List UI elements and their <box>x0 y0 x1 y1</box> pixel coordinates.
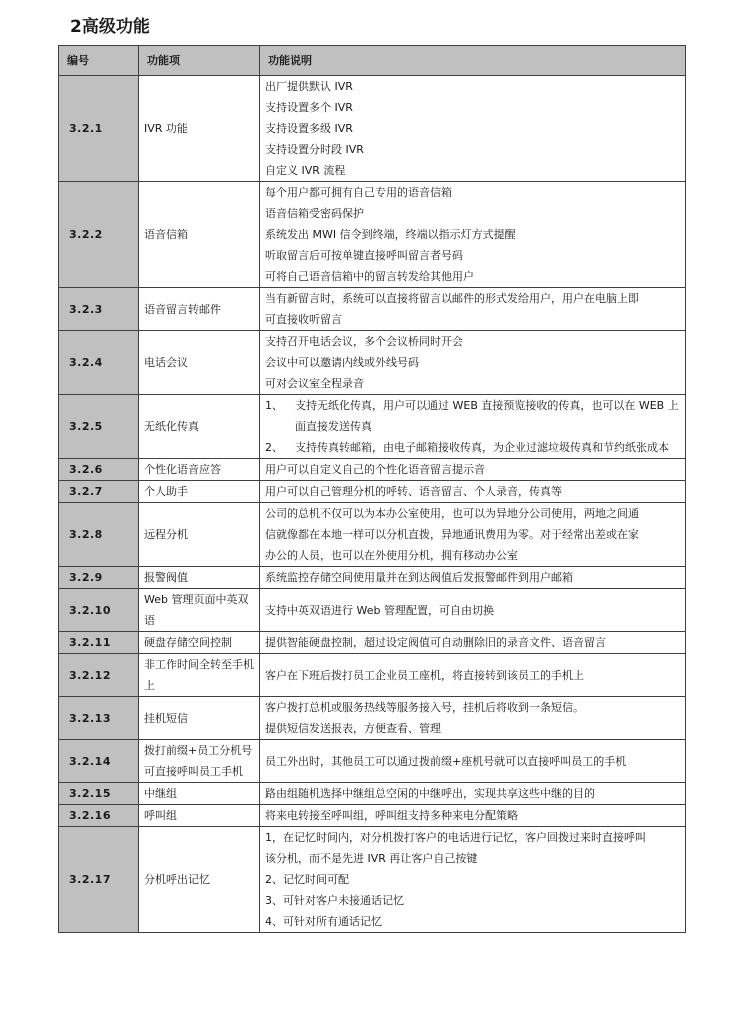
description-line: 支持设置多个 IVR <box>265 101 353 114</box>
feature-description <box>260 827 686 933</box>
feature-name: 分机呼出记忆 <box>139 827 260 933</box>
description-line: 可直接收听留言 <box>265 313 342 326</box>
description-line: 3、可针对客户未接通话记忆 <box>265 894 404 907</box>
table-row <box>59 783 686 805</box>
table-row <box>59 76 686 182</box>
description-line: 信就像都在本地一样可以分机直拨，异地通讯费用为零。对于经常出差或在家 <box>265 528 639 541</box>
feature-number: 3.2.16 <box>59 805 139 827</box>
table-header-row <box>59 46 686 76</box>
feature-name: 挂机短信 <box>139 697 260 740</box>
feature-number: 3.2.8 <box>59 503 139 567</box>
feature-description <box>260 459 686 481</box>
feature-name: 个性化语音应答 <box>139 459 260 481</box>
feature-name: IVR 功能 <box>139 76 260 182</box>
feature-description <box>260 783 686 805</box>
description-line: 每个用户都可拥有自己专用的语音信箱 <box>265 186 452 199</box>
description-line: 支持召开电话会议，多个会议桥同时开会 <box>265 335 463 348</box>
feature-description <box>260 481 686 503</box>
table-row <box>59 740 686 783</box>
description-line: 提供智能硬盘控制，超过设定阀值可自动删除旧的录音文件、语音留言 <box>265 636 606 649</box>
feature-name: 语音留言转邮件 <box>139 288 260 331</box>
feature-name: 中继组 <box>139 783 260 805</box>
header-feature: 功能项 <box>139 46 260 76</box>
feature-number: 3.2.2 <box>59 182 139 288</box>
list-item-number: 1、 <box>265 399 283 412</box>
list-item-text: 支持传真转邮箱，由电子邮箱接收传真，为企业过滤垃圾传真和节约纸张成本 <box>295 441 669 454</box>
list-item-text: 支持无纸化传真，用户可以通过 WEB 直接预览接收的传真，也可以在 WEB 上面直接发送传真 <box>295 399 679 433</box>
table-row <box>59 697 686 740</box>
feature-name: 语音信箱 <box>139 182 260 288</box>
feature-name: 远程分机 <box>139 503 260 567</box>
description-line: 系统发出 MWI 信令到终端，终端以指示灯方式提醒 <box>265 228 516 241</box>
description-list-item <box>265 395 683 437</box>
table-row <box>59 654 686 697</box>
document-title: 2高级功能 <box>70 17 150 37</box>
description-line: 自定义 IVR 流程 <box>265 164 346 177</box>
description-line: 用户可以自己管理分机的呼转、语音留言、个人录音，传真等 <box>265 485 562 498</box>
description-line: 会议中可以邀请内线或外线号码 <box>265 356 419 369</box>
feature-number: 3.2.10 <box>59 589 139 632</box>
description-line: 提供短信发送报表，方便查看、管理 <box>265 722 441 735</box>
table-row <box>59 182 686 288</box>
feature-number: 3.2.11 <box>59 632 139 654</box>
description-line: 系统监控存储空间使用量并在到达阀值后发报警邮件到用户邮箱 <box>265 571 573 584</box>
feature-number: 3.2.1 <box>59 76 139 182</box>
feature-number: 3.2.4 <box>59 331 139 395</box>
table-row <box>59 589 686 632</box>
description-line: 当有新留言时，系统可以直接将留言以邮件的形式发给用户，用户在电脑上即 <box>265 292 639 305</box>
table-row <box>59 503 686 567</box>
feature-name: 非工作时间全转至手机上 <box>139 654 260 697</box>
table-row <box>59 459 686 481</box>
feature-number: 3.2.6 <box>59 459 139 481</box>
table-row <box>59 481 686 503</box>
table-row <box>59 827 686 933</box>
list-item-number: 2、 <box>265 441 283 454</box>
description-line: 出厂提供默认 IVR <box>265 80 353 93</box>
table-row <box>59 288 686 331</box>
description-line: 支持设置多级 IVR <box>265 122 353 135</box>
description-line: 可将自己语音信箱中的留言转发给其他用户 <box>265 270 474 283</box>
feature-description <box>260 654 686 697</box>
description-line: 路由组随机选择中继组总空闲的中继呼出，实现共享这些中继的目的 <box>265 787 595 800</box>
feature-number: 3.2.17 <box>59 827 139 933</box>
feature-description <box>260 503 686 567</box>
feature-number: 3.2.15 <box>59 783 139 805</box>
feature-number: 3.2.12 <box>59 654 139 697</box>
description-line: 支持中英双语进行 Web 管理配置，可自由切换 <box>265 603 494 617</box>
feature-number: 3.2.3 <box>59 288 139 331</box>
feature-description <box>260 395 686 459</box>
feature-description <box>260 331 686 395</box>
table-row <box>59 567 686 589</box>
description-line: 办公的人员，也可以在外使用分机，拥有移动办公室 <box>265 549 518 562</box>
feature-name: 无纸化传真 <box>139 395 260 459</box>
table-row <box>59 632 686 654</box>
feature-description <box>260 697 686 740</box>
feature-name: 报警阀值 <box>139 567 260 589</box>
description-line: 客户拨打总机或服务热线等服务接入号，挂机后将收到一条短信。 <box>265 701 584 714</box>
table-row <box>59 395 686 459</box>
table-row <box>59 331 686 395</box>
description-line: 客户在下班后拨打员工企业员工座机，将直接转到该员工的手机上 <box>265 668 584 682</box>
description-line: 员工外出时，其他员工可以通过拨前缀+座机号就可以直接呼叫员工的手机 <box>265 754 627 768</box>
table-row <box>59 805 686 827</box>
feature-number: 3.2.13 <box>59 697 139 740</box>
feature-name: 拨打前缀+员工分机号可直接呼叫员工手机 <box>139 740 260 783</box>
feature-number: 3.2.5 <box>59 395 139 459</box>
feature-number: 3.2.14 <box>59 740 139 783</box>
description-line: 2、记忆时间可配 <box>265 873 349 886</box>
feature-description <box>260 76 686 182</box>
header-number: 编号 <box>59 46 139 76</box>
feature-description <box>260 632 686 654</box>
description-line: 可对会议室全程录音 <box>265 377 364 390</box>
description-list-item <box>265 437 683 458</box>
feature-description <box>260 182 686 288</box>
feature-description <box>260 740 686 783</box>
description-line: 1，在记忆时间内，对分机拨打客户的电话进行记忆，客户回拨过来时直接呼叫 <box>265 831 646 844</box>
description-line: 听取留言后可按单键直接呼叫留言者号码 <box>265 249 463 262</box>
feature-name: 硬盘存储空间控制 <box>139 632 260 654</box>
feature-table <box>58 45 686 933</box>
feature-name: 个人助手 <box>139 481 260 503</box>
feature-number: 3.2.7 <box>59 481 139 503</box>
description-line: 公司的总机不仅可以为本办公室使用，也可以为异地分公司使用，两地之间通 <box>265 507 639 520</box>
feature-description <box>260 288 686 331</box>
feature-number: 3.2.9 <box>59 567 139 589</box>
feature-name: Web 管理页面中英双语 <box>139 589 260 632</box>
feature-name: 呼叫组 <box>139 805 260 827</box>
description-line: 该分机，而不是先进 IVR 再让客户自己按键 <box>265 852 478 865</box>
feature-name: 电话会议 <box>139 331 260 395</box>
description-line: 4、可针对所有通话记忆 <box>265 915 382 928</box>
feature-description <box>260 805 686 827</box>
feature-description <box>260 589 686 632</box>
description-line: 支持设置分时段 IVR <box>265 143 364 156</box>
feature-description <box>260 567 686 589</box>
description-line: 语音信箱受密码保护 <box>265 207 364 220</box>
header-description: 功能说明 <box>260 46 686 76</box>
description-line: 用户可以自定义自己的个性化语音留言提示音 <box>265 463 485 476</box>
description-line: 将来电转接至呼叫组，呼叫组支持多种来电分配策略 <box>265 809 518 822</box>
